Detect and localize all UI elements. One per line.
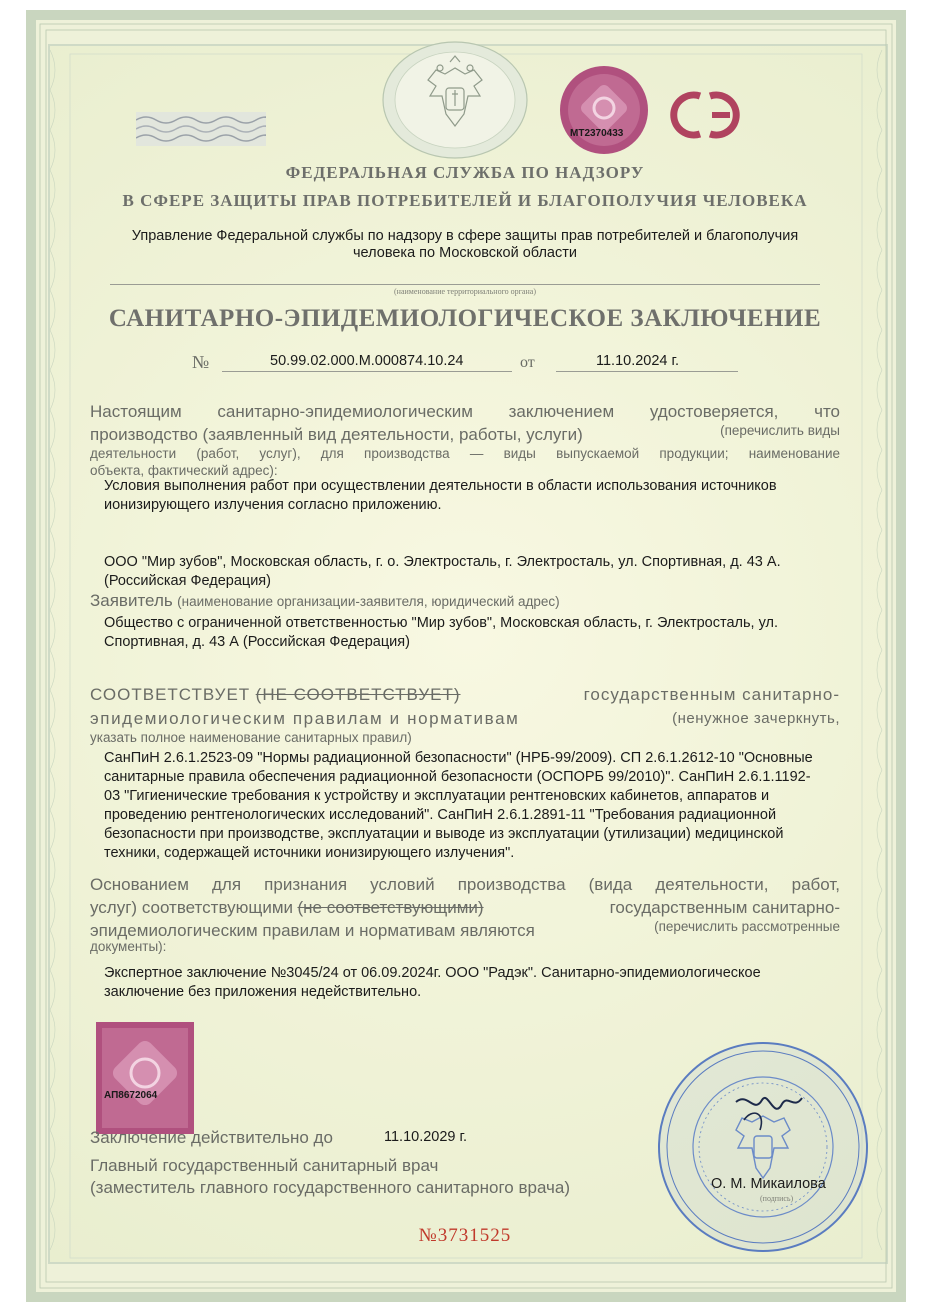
- rules-line3: 03 "Гигиенические требования к устройству и эксплуатации рентгеновских кабинетов, аппаратов и: [104, 788, 770, 804]
- rules-line4: проведению рентгенологических исследований". СанПиН 2.6.1.2891-11 "Требования радиационной: [104, 807, 777, 823]
- applicant-label: Заявитель: [90, 591, 173, 610]
- signatory-name: О. М. Микаилова: [711, 1176, 826, 1192]
- intro-line3: деятельности (работ, услуг), для производства — виды выпускаемой продукции; наименование: [90, 446, 840, 461]
- emblem-ornament: [380, 40, 530, 160]
- signatory-line1: Главный государственный санитарный врач: [90, 1156, 439, 1175]
- compliance-line2: [90, 707, 840, 730]
- security-pattern-icon: [136, 112, 266, 146]
- authority-caption: (наименование территориального органа): [394, 287, 536, 296]
- basis-line2-strike: (не соответствующими): [297, 898, 484, 917]
- basis-line2-b: государственным санитарно-: [609, 898, 840, 917]
- conforms-label: СООТВЕТСТВУЕТ: [90, 685, 251, 704]
- rules-line2: санитарные правила обеспечения радиационной безопасности (ОСПОРБ 99/2010)". СанПиН 2.6.1.1192-: [104, 769, 811, 785]
- hologram-square-icon: [96, 1022, 194, 1134]
- basis-line2-a: услуг) соответствующими: [90, 898, 294, 917]
- applicant-line1: Общество с ограниченной ответственностью "Мир зубов", Московская область, г. Электросталь, ул.: [104, 615, 779, 631]
- intro-line2-note: (перечислить виды: [720, 423, 840, 438]
- agency-title-line2: В СФЕРЕ ЗАЩИТЫ ПРАВ ПОТРЕБИТЕЛЕЙ И БЛАГОПОЛУЧИЯ ЧЕЛОВЕКА: [122, 191, 808, 210]
- date-label: от: [520, 354, 535, 371]
- not-conforms-label: (НЕ СООТВЕТСТВУЕТ): [255, 685, 461, 704]
- basis-line3-main: эпидемиологическим правилам и нормативам являются: [90, 921, 535, 940]
- basis-line3: [90, 919, 840, 942]
- rules-line1: СанПиН 2.6.1.2523-09 "Нормы радиационной безопасности" (НРБ-99/2009). СП 2.6.1.2612-10 "Основные: [104, 750, 813, 766]
- basis-line4: документы):: [90, 939, 167, 954]
- compliance-line2-main: эпидемиологическим правилам и нормативам: [90, 709, 520, 728]
- rules-line5: безопасности при производстве, эксплуатации и выводе из эксплуатации (утилизации) медицинской: [104, 826, 784, 842]
- rules-line6: техники, содержащей источники ионизирующего излучения".: [104, 845, 515, 861]
- applicant-header: [90, 589, 560, 612]
- hologram-serial: MT2370433: [570, 128, 624, 139]
- compliance-line1: [90, 683, 840, 706]
- intro-line4: объекта, фактический адрес):: [90, 463, 278, 478]
- authority-underline: [110, 284, 820, 285]
- basis-line3-note: (перечислить рассмотренные: [654, 919, 840, 934]
- agency-title-line1: ФЕДЕРАЛЬНАЯ СЛУЖБА ПО НАДЗОРУ: [285, 163, 645, 182]
- intro-line1: Настоящим санитарно-эпидемиологическим заключением удостоверяется, что: [90, 402, 840, 421]
- basis-value-line1: Экспертное заключение №3045/24 от 06.09.2024г. ООО "Радэк". Санитарно-эпидемиологическое: [104, 965, 761, 981]
- hologram-serial-2: АП8672064: [104, 1090, 158, 1101]
- applicant-line2: Спортивная, д. 43 А (Российская Федерация): [104, 634, 410, 650]
- address-line1: ООО "Мир зубов", Московская область, г. о. Электросталь, г. Электросталь, ул. Спортивная, д. 43 А.: [104, 554, 781, 570]
- applicant-note: (наименование организации-заявителя, юридический адрес): [177, 594, 560, 609]
- number-underline: [222, 371, 512, 372]
- authority-line2: человека по Московской области: [353, 245, 577, 261]
- official-seal-icon: [656, 1040, 870, 1254]
- activity-line2: ионизирующего излучения согласно приложению.: [104, 497, 442, 513]
- basis-line2: [90, 896, 840, 919]
- document-number: 50.99.02.000.М.000874.10.24: [270, 353, 464, 369]
- activity-line1: Условия выполнения работ при осуществлении деятельности в области использования источников: [104, 478, 777, 494]
- compliance-tail: государственным санитарно-: [583, 685, 840, 704]
- form-number: №3731525: [418, 1225, 512, 1246]
- signatory-line2: (заместитель главного государственного санитарного врача): [90, 1178, 570, 1197]
- number-label: №: [192, 352, 210, 372]
- document-date: 11.10.2024 г.: [596, 353, 680, 369]
- validity-label: Заключение действительно до: [90, 1128, 333, 1147]
- intro-line2-main: производство (заявленный вид деятельности, работы, услуги): [90, 425, 583, 444]
- intro-line2: [90, 423, 840, 446]
- date-underline: [556, 371, 738, 372]
- compliance-line2-note: (ненужное зачеркнуть,: [672, 710, 840, 727]
- conformity-mark-icon: [664, 88, 746, 142]
- basis-value-line2: заключение без приложения недействительно.: [104, 984, 422, 1000]
- authority-line1: Управление Федеральной службы по надзору в сфере защиты прав потребителей и благополучия: [131, 228, 799, 244]
- compliance-line3: указать полное наименование санитарных правил): [90, 730, 412, 745]
- address-line2: (Российская Федерация): [104, 573, 271, 589]
- basis-line1: Основанием для признания условий производства (вида деятельности, работ,: [90, 875, 840, 894]
- validity-date: 11.10.2029 г.: [384, 1129, 468, 1145]
- hologram-sticker-icon: [558, 64, 650, 156]
- document-title: САНИТАРНО-ЭПИДЕМИОЛОГИЧЕСКОЕ ЗАКЛЮЧЕНИЕ: [108, 305, 822, 332]
- signature-caption: (подпись): [760, 1194, 794, 1203]
